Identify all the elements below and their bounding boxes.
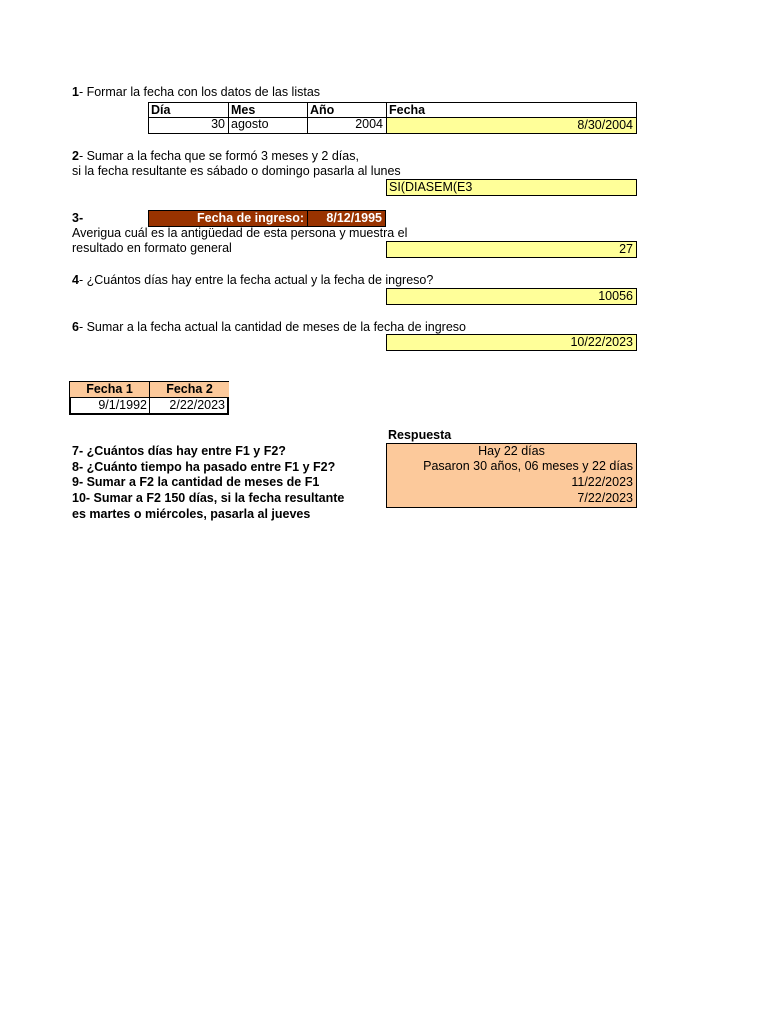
q7-text: 7- ¿Cuántos días hay entre F1 y F2? (72, 444, 286, 458)
cell-fecha-result[interactable]: 8/30/2004 (386, 117, 637, 134)
q3-line2: resultado en formato general (72, 241, 232, 255)
q3-line1: Averigua cuál es la antigüedad de esta persona y muestra el (72, 226, 408, 240)
q4-label: - ¿Cuántos días hay entre la fecha actual y la fecha de ingreso? (78, 273, 434, 287)
q10-answer[interactable]: 7/22/2023 (386, 491, 637, 508)
q2-number: 2 (72, 149, 79, 163)
q4-text (72, 272, 433, 288)
q10-text-line2: es martes o miércoles, pasarla al jueves (72, 507, 311, 521)
q2-answer[interactable]: SI(DIASEM(E3 (386, 179, 637, 196)
q4-answer[interactable]: 10056 (386, 288, 637, 305)
q6-text (72, 319, 466, 335)
q6-number: 6 (72, 320, 79, 334)
q2-line1 (72, 148, 359, 164)
q8-answer[interactable]: Pasaron 30 años, 06 meses y 22 días (386, 459, 637, 476)
q6-answer[interactable]: 10/22/2023 (386, 334, 637, 351)
cell-dia[interactable]: 30 (148, 117, 228, 134)
q8-text: 8- ¿Cuánto tiempo ha pasado entre F1 y F2? (72, 460, 336, 474)
cell-anio[interactable]: 2004 (307, 117, 386, 134)
q2-label: - Sumar a la fecha que se formó 3 meses y 2 días, (78, 149, 359, 163)
fecha2-value[interactable]: 2/22/2023 (149, 398, 228, 414)
q1-number: 1 (72, 85, 79, 99)
q2-line2: si la fecha resultante es sábado o domingo pasarla al lunes (72, 164, 401, 178)
ingreso-value: 8/12/1995 (307, 210, 386, 227)
header-dia: Día (148, 102, 228, 118)
q1-label: - Formar la fecha con los datos de las listas (78, 85, 321, 99)
header-mes: Mes (228, 102, 307, 118)
fechas-table (69, 381, 229, 415)
fecha1-value[interactable]: 9/1/1992 (98, 398, 147, 412)
q10-text-line1: 10- Sumar a F2 150 días, si la fecha resultante (72, 491, 345, 505)
header-fecha: Fecha (386, 102, 637, 118)
fecha2-header: Fecha 2 (149, 382, 229, 398)
header-anio: Año (307, 102, 386, 118)
q3-number: 3- (72, 211, 84, 225)
q7-answer[interactable]: Hay 22 días (386, 443, 637, 460)
q6-label: - Sumar a la fecha actual la cantidad de meses de la fecha de ingreso (78, 320, 466, 334)
q4-number: 4 (72, 273, 79, 287)
respuesta-label: Respuesta (388, 428, 452, 442)
q9-text: 9- Sumar a F2 la cantidad de meses de F1 (72, 475, 320, 489)
q9-answer[interactable]: 11/22/2023 (386, 475, 637, 492)
ingreso-label: Fecha de ingreso: (148, 210, 308, 227)
q1-text (72, 84, 320, 100)
fecha1-header: Fecha 1 (70, 382, 150, 398)
cell-mes[interactable]: agosto (228, 117, 307, 134)
q3-answer[interactable]: 27 (386, 241, 637, 258)
